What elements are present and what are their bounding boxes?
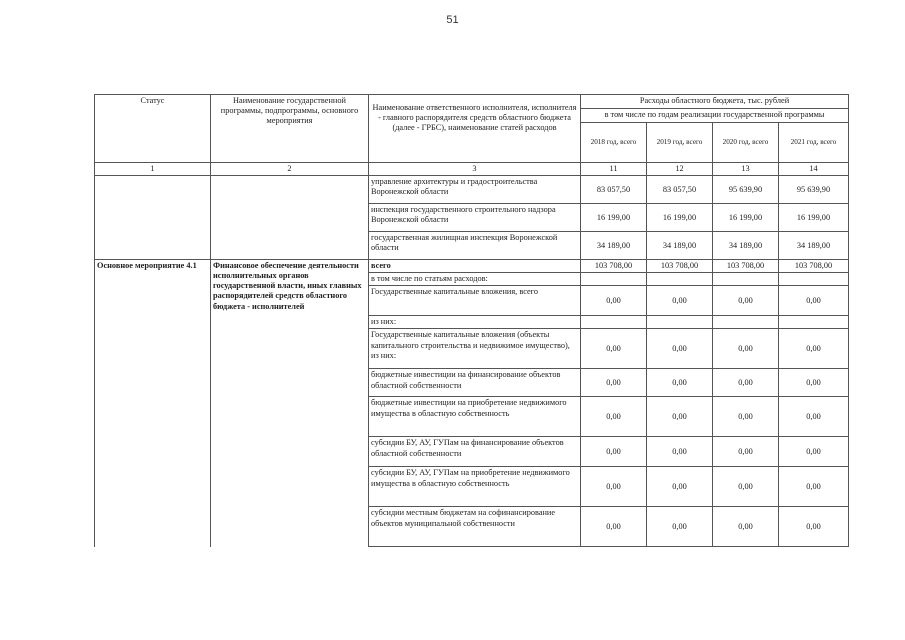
value-2020: 0,00 — [713, 369, 779, 397]
table-row — [95, 260, 849, 273]
section-name: Финансовое обеспечение деятельности исполнительных органов государственной власти, иных главных распорядителей средств областного бюджета - исполнителей — [211, 260, 369, 547]
header-year-2020: 2020 год, всего — [713, 123, 779, 163]
row-label: бюджетные инвестиции на приобретение недвижимого имущества в областную собственность — [369, 397, 581, 437]
header-status: Статус — [95, 95, 211, 163]
value-2021: 0,00 — [779, 467, 849, 507]
value-2020: 0,00 — [713, 437, 779, 467]
value-2021: 16 199,00 — [779, 204, 849, 232]
value-2019 — [647, 316, 713, 329]
value-2018: 103 708,00 — [581, 260, 647, 273]
value-2019: 103 708,00 — [647, 260, 713, 273]
row-label: государственная жилищная инспекция Воронежской области — [369, 232, 581, 260]
value-2019: 16 199,00 — [647, 204, 713, 232]
value-2020: 0,00 — [713, 329, 779, 369]
value-2019: 0,00 — [647, 286, 713, 316]
value-2021: 0,00 — [779, 329, 849, 369]
value-2020: 16 199,00 — [713, 204, 779, 232]
column-number: 1 — [95, 163, 211, 176]
column-number: 14 — [779, 163, 849, 176]
header-expenses: Расходы областного бюджета, тыс. рублей — [581, 95, 849, 109]
header-year-2021: 2021 год, всего — [779, 123, 849, 163]
value-2018: 0,00 — [581, 369, 647, 397]
row-label: Государственные капитальные вложения, всего — [369, 286, 581, 316]
value-2021: 34 189,00 — [779, 232, 849, 260]
value-2020 — [713, 316, 779, 329]
value-2018 — [581, 316, 647, 329]
value-2018: 0,00 — [581, 467, 647, 507]
budget-table — [94, 94, 849, 547]
value-2018: 83 057,50 — [581, 176, 647, 204]
value-2019: 83 057,50 — [647, 176, 713, 204]
value-2018: 0,00 — [581, 437, 647, 467]
column-number: 13 — [713, 163, 779, 176]
value-2021: 0,00 — [779, 397, 849, 437]
value-2019: 0,00 — [647, 397, 713, 437]
status-cell-empty — [95, 176, 211, 260]
value-2018: 16 199,00 — [581, 204, 647, 232]
value-2019: 34 189,00 — [647, 232, 713, 260]
header-year-2019: 2019 год, всего — [647, 123, 713, 163]
value-2019: 0,00 — [647, 467, 713, 507]
row-label: субсидии местным бюджетам на софинансирование объектов муниципальной собственности — [369, 507, 581, 547]
header-year-2018: 2018 год, всего — [581, 123, 647, 163]
value-2019: 0,00 — [647, 369, 713, 397]
page-number: 51 — [446, 14, 459, 26]
row-label: Государственные капитальные вложения (объекты капитального строительства и недвижимое имущество), из них: — [369, 329, 581, 369]
value-2020: 0,00 — [713, 507, 779, 547]
value-2020: 34 189,00 — [713, 232, 779, 260]
value-2018: 0,00 — [581, 397, 647, 437]
row-label: инспекция государственного строительного надзора Воронежской области — [369, 204, 581, 232]
value-2021 — [779, 273, 849, 286]
header-executor: Наименование ответственного исполнителя, исполнителя - главного распорядителя средств областного бюджета (далее - ГРБС), наименование статей расходов — [369, 95, 581, 163]
value-2020: 0,00 — [713, 467, 779, 507]
value-2021: 0,00 — [779, 507, 849, 547]
column-number: 11 — [581, 163, 647, 176]
value-2020: 95 639,90 — [713, 176, 779, 204]
value-2018: 0,00 — [581, 507, 647, 547]
value-2018: 34 189,00 — [581, 232, 647, 260]
value-2020: 103 708,00 — [713, 260, 779, 273]
row-label: управление архитектуры и градостроительства Воронежской области — [369, 176, 581, 204]
value-2019: 0,00 — [647, 507, 713, 547]
value-2019: 0,00 — [647, 437, 713, 467]
column-number: 2 — [211, 163, 369, 176]
column-number: 12 — [647, 163, 713, 176]
row-label: в том числе по статьям расходов: — [369, 273, 581, 286]
header-program-name: Наименование государственной программы, подпрограммы, основного мероприятия — [211, 95, 369, 163]
row-label: всего — [369, 260, 581, 273]
row-label: субсидии БУ, АУ, ГУПам на приобретение недвижимого имущества в областную собственность — [369, 467, 581, 507]
value-2021 — [779, 316, 849, 329]
value-2020 — [713, 273, 779, 286]
value-2019 — [647, 273, 713, 286]
value-2021: 0,00 — [779, 369, 849, 397]
program-cell-empty — [211, 176, 369, 260]
value-2018: 0,00 — [581, 329, 647, 369]
value-2018: 0,00 — [581, 286, 647, 316]
column-numbers-row — [95, 163, 849, 176]
table-row — [95, 176, 849, 204]
value-2020: 0,00 — [713, 286, 779, 316]
value-2019: 0,00 — [647, 329, 713, 369]
column-number: 3 — [369, 163, 581, 176]
value-2021: 103 708,00 — [779, 260, 849, 273]
row-label: бюджетные инвестиции на финансирование объектов областной собственности — [369, 369, 581, 397]
value-2021: 0,00 — [779, 286, 849, 316]
section-status: Основное мероприятие 4.1 — [95, 260, 211, 547]
row-label: субсидии БУ, АУ, ГУПам на финансирование объектов областной собственности — [369, 437, 581, 467]
value-2018 — [581, 273, 647, 286]
value-2020: 0,00 — [713, 397, 779, 437]
row-label: из них: — [369, 316, 581, 329]
value-2021: 95 639,90 — [779, 176, 849, 204]
value-2021: 0,00 — [779, 437, 849, 467]
header-by-years: в том числе по годам реализации государственной программы — [581, 109, 849, 123]
